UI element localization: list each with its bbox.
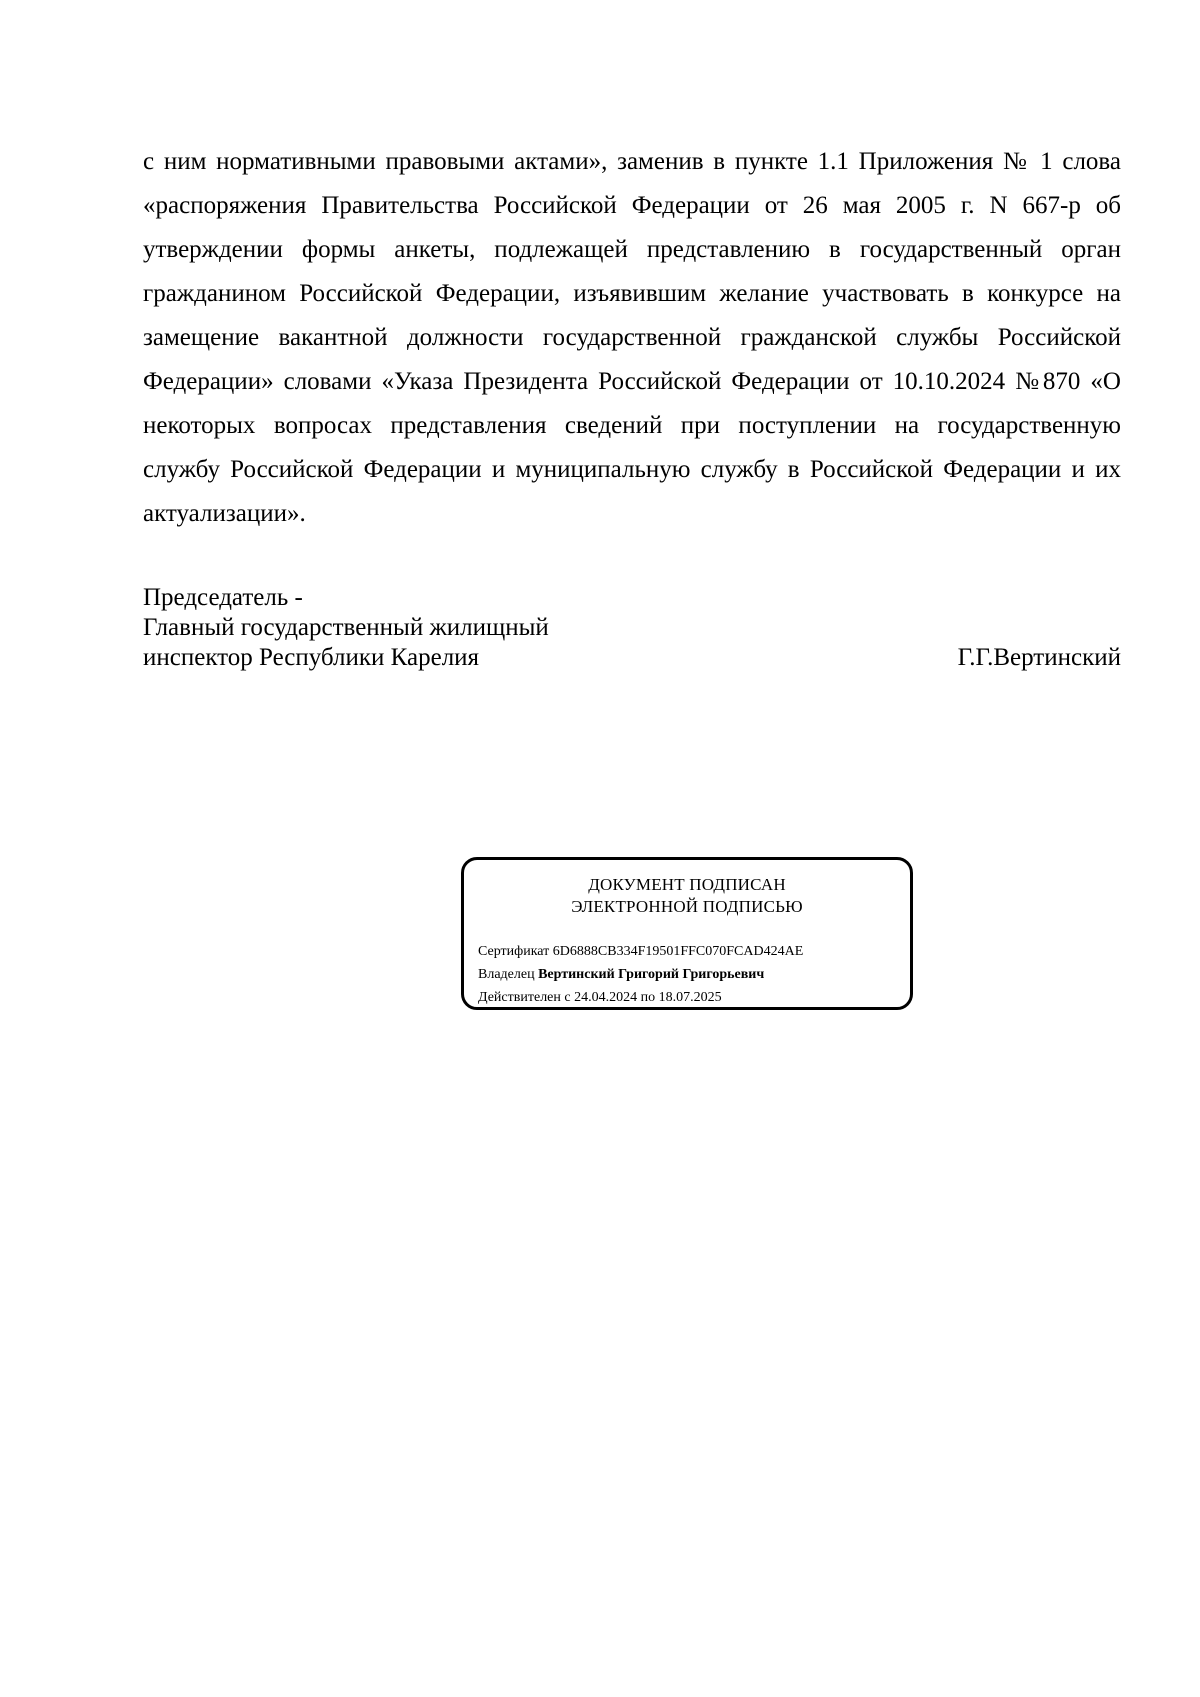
signatory-position-line: инспектор Республики Карелия [143, 644, 480, 671]
stamp-title [464, 874, 910, 918]
paragraph-line: с ним нормативными правовыми актами», заменив в пункте 1.1 Приложения № 1 слова [143, 148, 1121, 175]
signature-block [143, 583, 1121, 673]
paragraph-line: некоторых вопросах представления сведений при поступлении на государственную [143, 412, 1121, 439]
stamp-details [478, 940, 803, 1009]
signatory-position-line: Председатель - [143, 584, 303, 611]
validity-row [478, 986, 803, 1009]
stamp-title-line: ЭЛЕКТРОННОЙ ПОДПИСЬЮ [571, 897, 803, 916]
owner-value: Вертинский Григорий Григорьевич [538, 967, 765, 982]
owner-label: Владелец [478, 967, 535, 982]
valid-from-prefix: с [564, 990, 571, 1005]
stamp-title-line: ДОКУМЕНТ ПОДПИСАН [588, 875, 786, 894]
electronic-signature-stamp [461, 857, 913, 1010]
valid-from-date: 24.04.2024 [574, 990, 638, 1005]
signatory-name: Г.Г.Вертинский [957, 644, 1121, 671]
paragraph-line: гражданином Российской Федерации, изъявившим желание участвовать в конкурсе на [143, 280, 1121, 307]
paragraph-line: утверждении формы анкеты, подлежащей представлению в государственный орган [143, 236, 1121, 263]
certificate-label: Сертификат [478, 944, 550, 959]
signatory-position-line: Главный государственный жилищный [143, 614, 549, 641]
body-paragraph [143, 140, 1121, 536]
valid-to-date: 18.07.2025 [658, 990, 722, 1005]
paragraph-line: «распоряжения Правительства Российской Федерации от 26 мая 2005 г. N 667-р об [143, 192, 1121, 219]
valid-to-prefix: по [640, 990, 656, 1005]
valid-label: Действителен [478, 990, 561, 1005]
certificate-row [478, 940, 803, 963]
paragraph-line: замещение вакантной должности государственной гражданской службы Российской [143, 324, 1121, 351]
paragraph-line: Федерации» словами «Указа Президента Российской Федерации от 10.10.2024 №870 «О [143, 368, 1121, 395]
paragraph-line: актуализации». [143, 500, 306, 527]
owner-row [478, 963, 803, 986]
certificate-value: 6D6888CB334F19501FFC070FCAD424AE [552, 944, 804, 959]
paragraph-line: службу Российской Федерации и муниципальную службу в Российской Федерации и их [143, 456, 1121, 483]
